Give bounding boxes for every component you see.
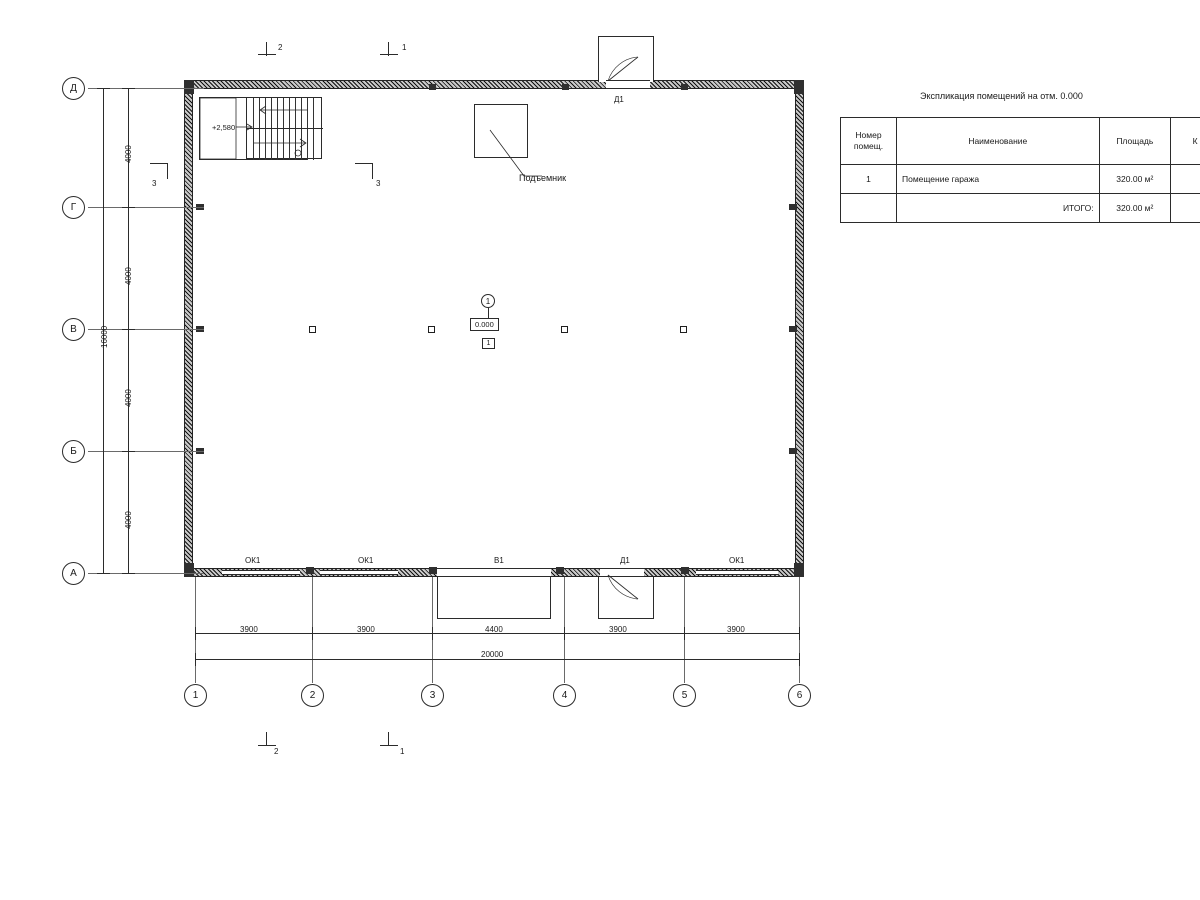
section-label-top-2: 2 — [278, 43, 283, 52]
dim-vertical-1: 4000 — [124, 145, 133, 163]
header-area: Площадь — [1099, 118, 1171, 165]
gate-opening-b1 — [437, 577, 551, 619]
dim-tick — [195, 653, 196, 666]
axis-bubble-g: Г — [62, 196, 85, 219]
section-mark-bottom-1-tail — [380, 745, 398, 746]
column-mark — [309, 326, 316, 333]
dim-tick — [799, 653, 800, 666]
pier-bottom-5 — [681, 567, 689, 574]
column-mark — [680, 326, 687, 333]
dim-horizontal-5: 3900 — [727, 625, 745, 634]
dim-tick — [122, 88, 135, 89]
dim-vertical-3: 4000 — [124, 389, 133, 407]
section-mark-left-3-tail — [150, 163, 168, 164]
column-mark — [561, 326, 568, 333]
dim-horizontal-2: 3900 — [357, 625, 375, 634]
axis-line-g — [88, 207, 204, 208]
pier-top-3 — [429, 84, 436, 90]
dim-tick — [684, 627, 685, 640]
row-name: Помещение гаража — [897, 165, 1100, 194]
axis-bubble-v: В — [62, 318, 85, 341]
pier-right-g — [789, 204, 797, 210]
header-name: Наименование — [897, 118, 1100, 165]
axis-bubble-1: 1 — [184, 684, 207, 707]
axis-bubble-b: Б — [62, 440, 85, 463]
dim-tick — [97, 88, 110, 89]
dim-tick — [799, 627, 800, 640]
pier-corner-bl — [184, 563, 194, 577]
axis-bubble-5: 5 — [673, 684, 696, 707]
axis-bubble-3: 3 — [421, 684, 444, 707]
pier-bottom-4 — [556, 567, 564, 574]
door-label-top-d1: Д1 — [614, 95, 624, 104]
dim-vertical-4: 4000 — [124, 511, 133, 529]
wall-opening-gate — [437, 568, 551, 577]
pier-right-v — [789, 326, 797, 332]
header-extra: К — [1171, 118, 1200, 165]
room-number-bubble: 1 — [481, 294, 495, 308]
section-label-left-3: 3 — [152, 179, 157, 188]
pier-corner-br — [794, 563, 804, 577]
stair-level-leader — [236, 122, 256, 132]
section-mark-top-2-tail — [258, 54, 276, 55]
axis-bubble-d: Д — [62, 77, 85, 100]
section-mark-left-3-leg — [167, 163, 168, 179]
window-ok1-1 — [222, 570, 300, 575]
window-label-ok1-3: ОК1 — [729, 556, 745, 565]
section-mark-top-2-leg — [266, 42, 267, 56]
dim-horizontal-4: 3900 — [609, 625, 627, 634]
dim-tick — [122, 573, 135, 574]
opening-label-b1: В1 — [494, 556, 504, 565]
row-extra — [1171, 165, 1200, 194]
spec-title: Экспликация помещений на отм. 0.000 — [920, 91, 1083, 101]
section-mark-top-1-tail — [380, 54, 398, 55]
window-ok1-2 — [320, 570, 398, 575]
lift-label: Подъемник — [519, 173, 567, 183]
total-label: ИТОГО: — [897, 194, 1100, 223]
wall-top — [184, 80, 804, 89]
total-extra — [1171, 194, 1200, 223]
section-mark-right-3-leg — [372, 163, 373, 179]
dim-tick — [97, 573, 110, 574]
section-mark-bottom-1-leg — [388, 732, 389, 746]
column-mark — [428, 326, 435, 333]
section-label-top-1: 1 — [402, 43, 407, 52]
level-elevation-box: 0.000 — [470, 318, 499, 331]
dim-tick — [432, 627, 433, 640]
pier-top-5 — [681, 84, 688, 90]
dim-horizontal-1: 3900 — [240, 625, 258, 634]
door-swing-bottom — [598, 573, 656, 621]
section-label-bottom-2: 2 — [274, 747, 279, 756]
dim-chain-horizontal-total — [195, 659, 799, 660]
total-blank — [841, 194, 897, 223]
table-row — [841, 165, 1200, 194]
row-area: 320.00 м² — [1099, 165, 1171, 194]
axis-bubble-a: А — [62, 562, 85, 585]
dim-tick — [195, 627, 196, 640]
window-label-ok1-1: ОК1 — [245, 556, 261, 565]
room-specification-table — [840, 117, 1200, 223]
dim-vertical-total: 16000 — [100, 325, 109, 348]
row-number: 1 — [841, 165, 897, 194]
dim-tick — [312, 627, 313, 640]
dim-horizontal-total: 20000 — [481, 650, 504, 659]
dim-tick — [122, 451, 135, 452]
window-ok1-3 — [696, 570, 778, 575]
dim-vertical-2: 4000 — [124, 267, 133, 285]
section-label-bottom-1: 1 — [400, 747, 405, 756]
axis-bubble-2: 2 — [301, 684, 324, 707]
door-label-bottom-d1: Д1 — [620, 556, 630, 565]
pier-bottom-2 — [306, 567, 314, 574]
section-mark-bottom-2-tail — [258, 745, 276, 746]
table-header-row — [841, 118, 1200, 165]
wall-opening-top — [606, 80, 650, 89]
level-leader — [488, 308, 489, 318]
dim-tick — [122, 207, 135, 208]
total-area: 320.00 м² — [1099, 194, 1171, 223]
axis-bubble-6: 6 — [788, 684, 811, 707]
section-mark-bottom-2-leg — [266, 732, 267, 746]
dim-tick — [564, 627, 565, 640]
stair-level-label: +2,580 — [212, 123, 236, 132]
pier-bottom-3 — [429, 567, 437, 574]
door-swing-top — [598, 36, 656, 84]
table-total-row — [841, 194, 1200, 223]
pier-corner-tl — [184, 80, 194, 94]
header-number: Номер помещ. — [841, 118, 897, 165]
section-mark-right-3-tail — [355, 163, 373, 164]
dim-tick — [122, 329, 135, 330]
pier-corner-tr — [794, 80, 804, 94]
pier-top-4 — [562, 84, 569, 90]
section-label-right-3: 3 — [376, 179, 381, 188]
dim-horizontal-3: 4400 — [485, 625, 503, 634]
pier-right-b — [789, 448, 797, 454]
room-area-mark: 1 — [482, 338, 495, 349]
axis-bubble-4: 4 — [553, 684, 576, 707]
window-label-ok1-2: ОК1 — [358, 556, 374, 565]
section-mark-top-1-leg — [388, 42, 389, 56]
axis-line-b — [88, 451, 204, 452]
